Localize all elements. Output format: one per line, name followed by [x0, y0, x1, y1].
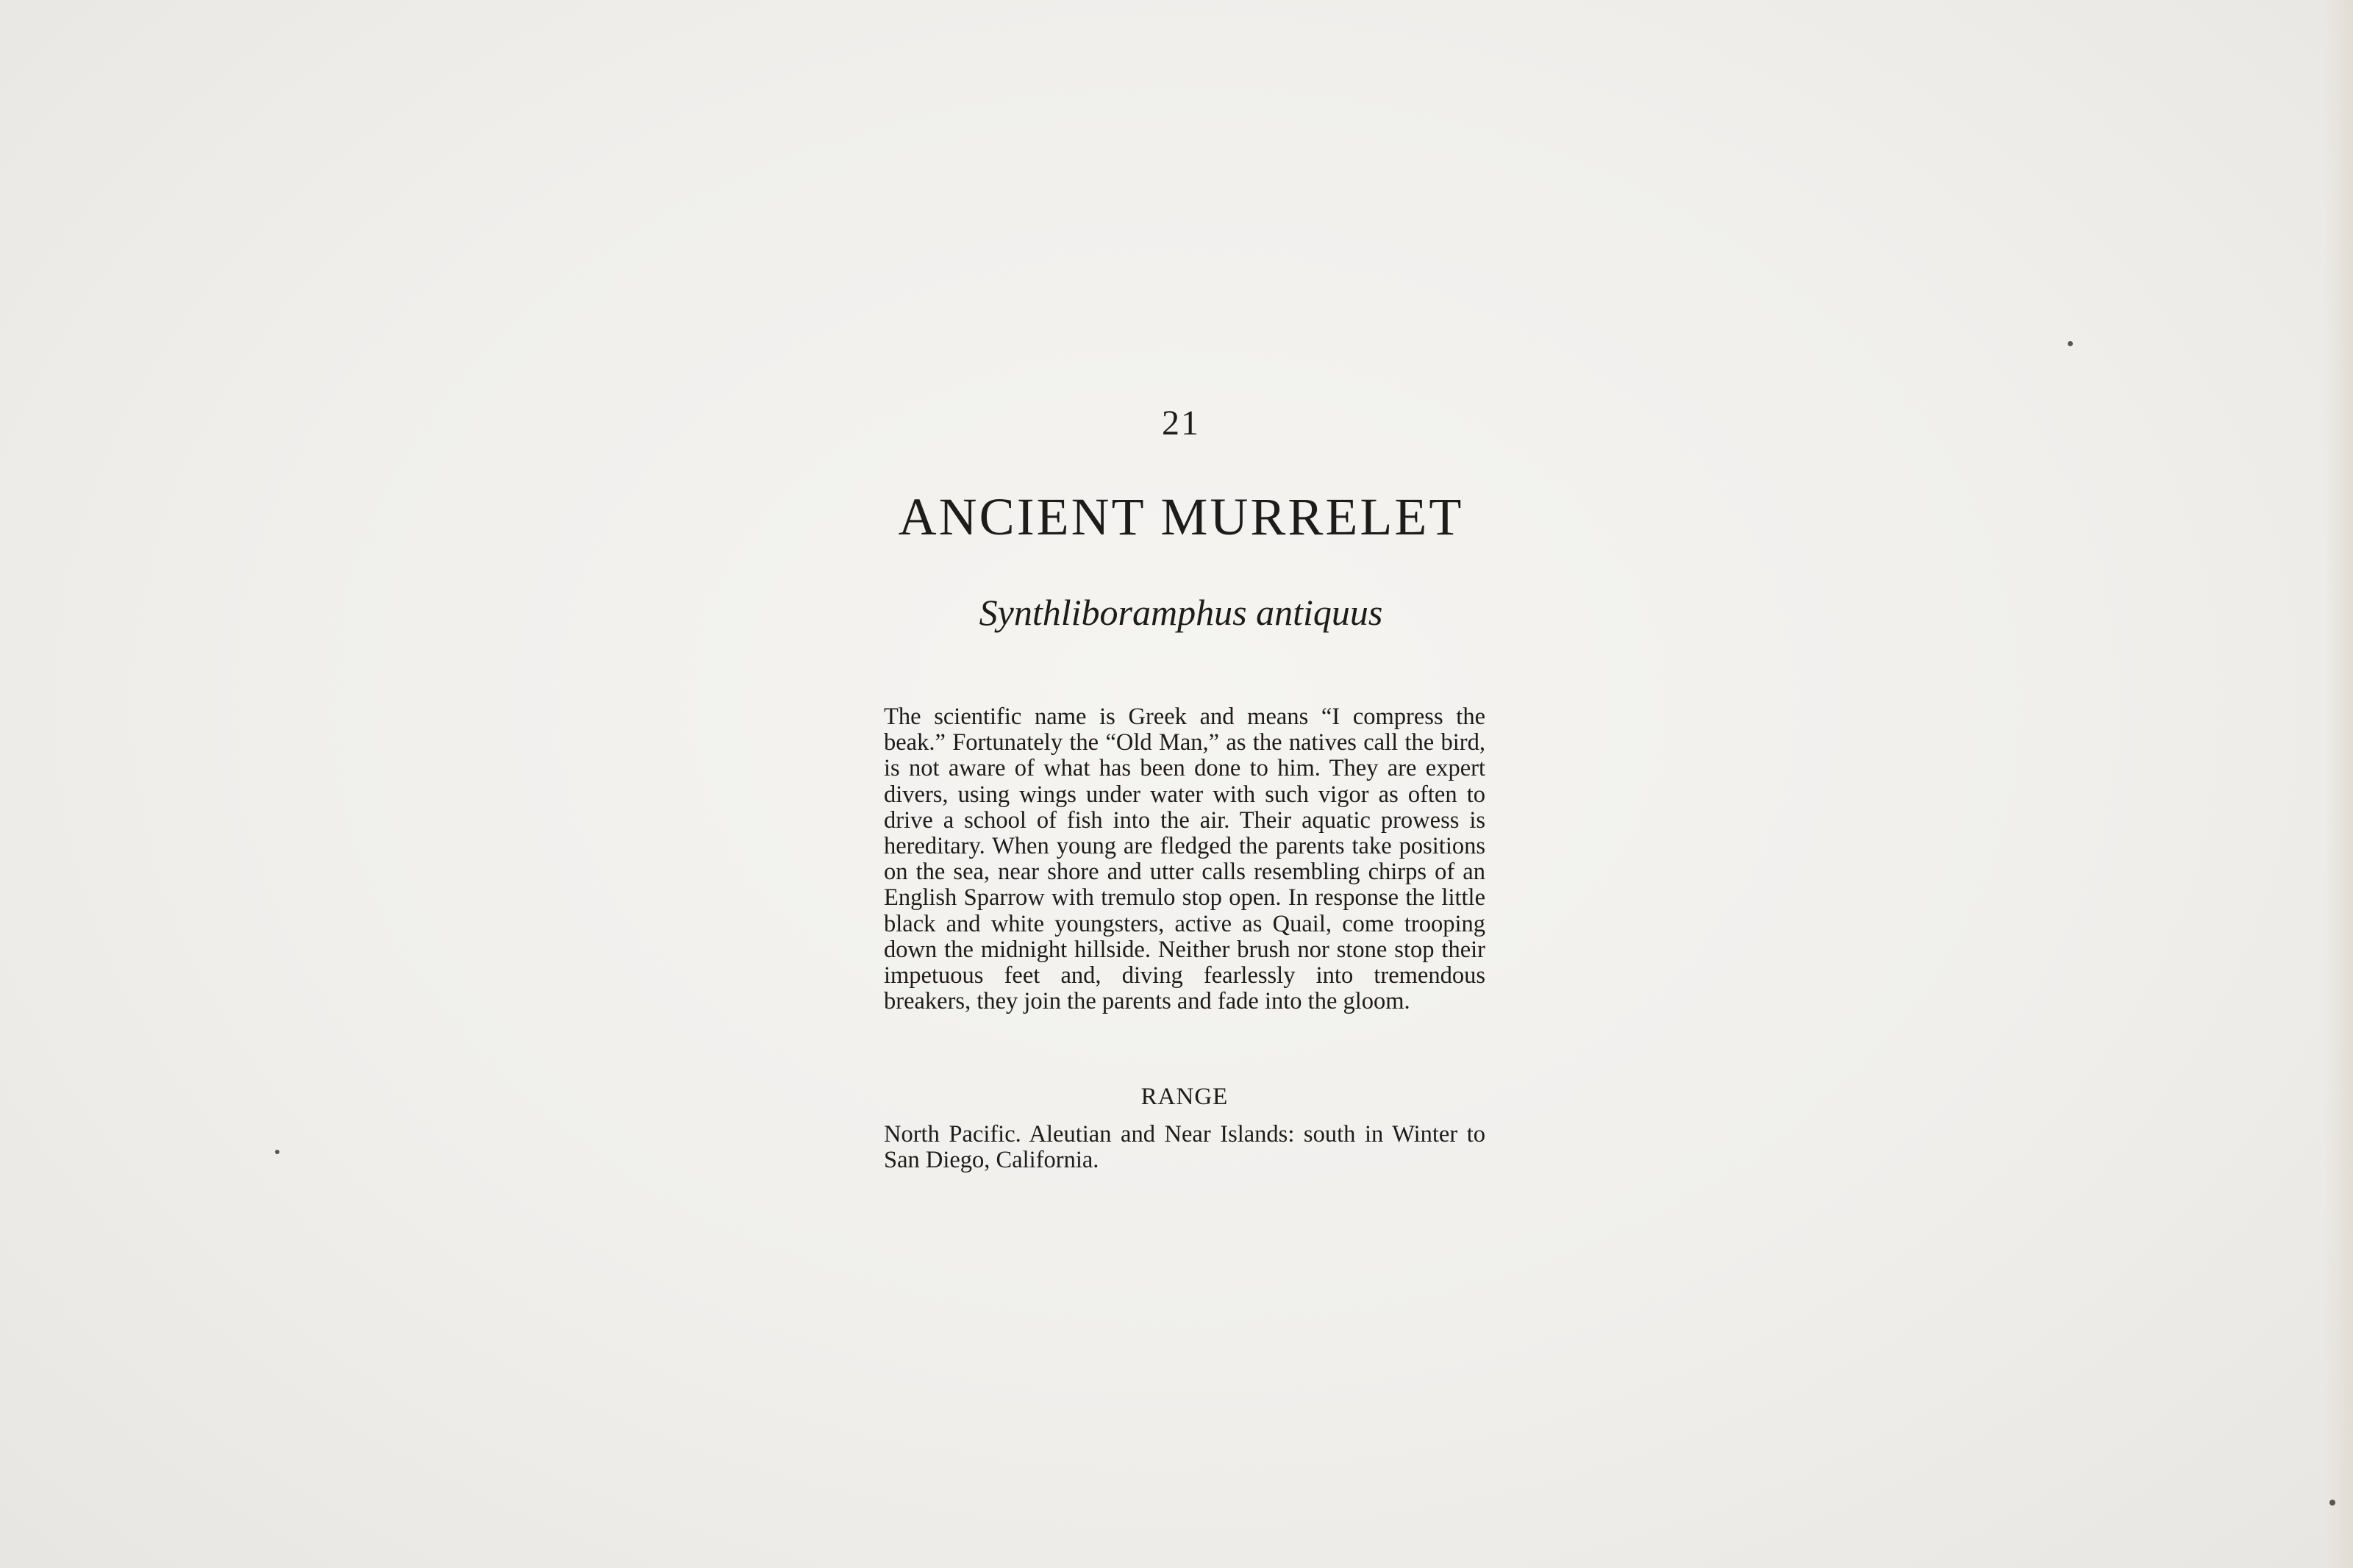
range-heading: RANGE	[1140, 1084, 1229, 1110]
range-paragraph: North Pacific. Aleutian and Near Islands: south in Winter to San Diego, California.	[884, 1121, 1485, 1174]
scientific-name: Synthliboramphus antiquus	[979, 592, 1383, 633]
page-number: 21	[1162, 404, 1200, 443]
dust-speck	[2329, 1500, 2335, 1506]
dust-speck	[275, 1150, 279, 1154]
dust-speck	[2068, 341, 2073, 346]
page-title: ANCIENT MURRELET	[898, 487, 1464, 546]
paper-edge	[2324, 0, 2353, 1568]
description-paragraph: The scientific name is Greek and means “I compress the beak.” Fortunately the “Old Man,” as the natives call the bird, is not aware of what has been done to him. They are expert divers, using wings under water with such vigor as often to drive a school of fish into the air. Their aquatic prowess is hereditary. When young are fledged the parents take positions on the sea, near shore and utter calls resembling chirps of an English Sparrow with tremulo stop open. In response the little black and white youngsters, active as Quail, come trooping down the midnight hillside. Neither brush nor stone stop their impetuous feet and, diving fearlessly into tremendous breakers, they join the parents and fade into the gloom.	[884, 704, 1485, 1015]
